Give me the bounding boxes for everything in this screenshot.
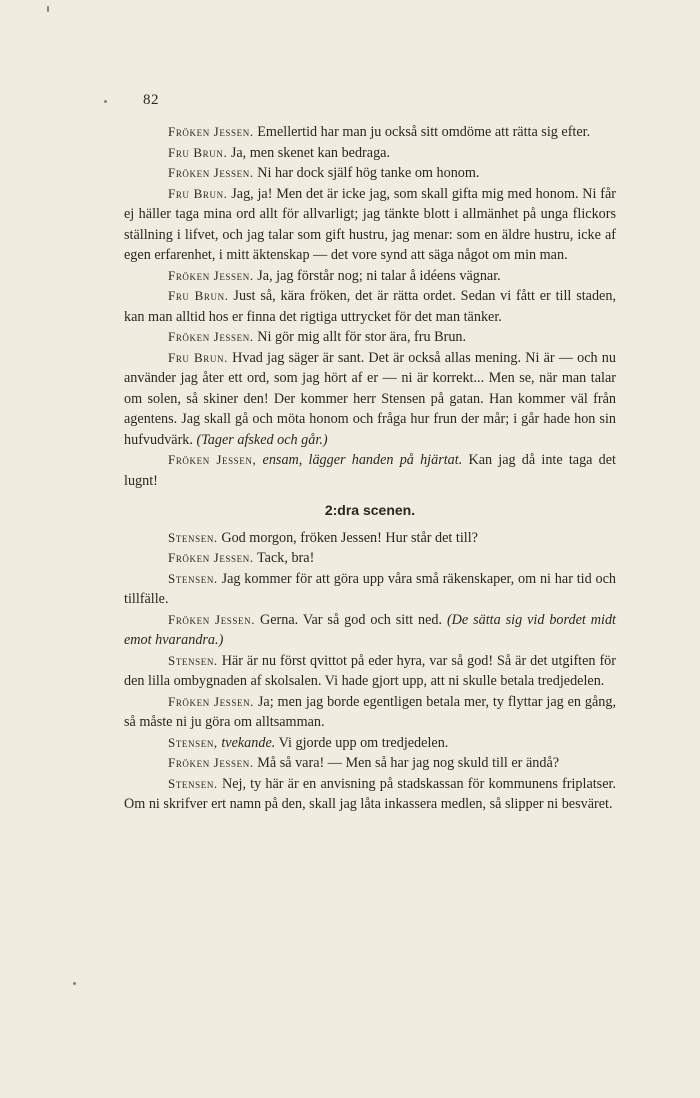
dialogue-paragraph	[124, 184, 616, 266]
play-text	[124, 122, 616, 815]
speck-mark	[73, 982, 76, 985]
stage-direction: (De sätta sig vid bordet midt emot hvarandra.)	[124, 611, 616, 648]
dialogue-paragraph	[124, 450, 616, 491]
dialogue-paragraph	[124, 733, 616, 754]
speaker-name: Fröken Jessen.	[168, 329, 254, 344]
speaker-name: Stensen.	[168, 570, 218, 586]
speaker-name: Fröken Jessen.	[168, 755, 254, 770]
dialogue-line: Må så vara! — Men så har jag nog skuld till er ändå?	[253, 755, 560, 771]
dialogue-line: Ja; men jag borde egentligen betala mer, ty flyttar jag en gång, så måste ni ju göra om alltsamman.	[124, 693, 616, 730]
speaker-name: Fröken Jessen.	[168, 165, 254, 180]
scene-heading: 2:dra scenen.	[324, 502, 416, 518]
dialogue-paragraph	[124, 348, 616, 451]
scene-two-dialogue	[124, 528, 616, 815]
speaker-name: Stensen.	[168, 775, 218, 791]
dialogue-paragraph	[124, 327, 616, 348]
stage-direction: (Tager afsked och går.)	[196, 431, 328, 448]
speaker-name: Fröken Jessen.	[168, 124, 254, 139]
dialogue-line: Gerna. Var så god och sitt ned.	[255, 611, 447, 628]
dialogue-paragraph	[124, 163, 616, 184]
speck-mark	[104, 100, 107, 103]
speaker-name: Stensen,	[168, 734, 218, 750]
dialogue-paragraph	[124, 610, 616, 651]
speaker-name: Fröken Jessen.	[168, 550, 254, 565]
dialogue-line: Jag kommer för att göra upp våra små räkenskaper, om ni har tid och tillfälle.	[124, 570, 616, 607]
speaker-stage-direction: tvekande.	[217, 734, 276, 751]
dialogue-line: Emellertid har man ju också sitt omdöme att rätta sig efter.	[253, 124, 591, 140]
dialogue-line: Ja, jag förstår nog; ni talar å idéens vägnar.	[253, 267, 501, 284]
speaker-name: Fröken Jessen,	[168, 452, 257, 467]
dialogue-paragraph	[124, 528, 616, 549]
dialogue-line: God morgon, fröken Jessen! Hur står det till?	[217, 529, 478, 546]
dialogue-paragraph	[124, 692, 616, 733]
dialogue-line: Vi gjorde upp om tredjedelen.	[275, 734, 449, 751]
dialogue-paragraph	[124, 266, 616, 287]
dialogue-line: Just så, kära fröken, det är rätta ordet. Sedan vi fått er till staden, kan man alltid hos er finna det rigtiga uttrycket för det man tänker.	[124, 288, 616, 325]
dialogue-line: Ni har dock själf hög tanke om honom.	[253, 165, 480, 181]
dialogue-paragraph	[124, 569, 616, 610]
dialogue-paragraph	[124, 753, 616, 774]
speaker-name: Fru Brun.	[168, 185, 228, 201]
dialogue-line: Tack, bra!	[253, 550, 315, 566]
dialogue-line: Hvad jag säger är sant. Det är också allas mening. Ni är — och nu använder jag åter ett ord, som jag hört af er — ni är korrekt... Men se, när man talar om solen, så skiner den! Der kommer herr Stensen på gatan. Han kommer väl från agentens. Jag skall gå och möta honom och fråga hur frun der mår; i går hade hon sin hufvudvärk.	[124, 349, 616, 448]
speaker-name: Fru Brun.	[168, 288, 229, 303]
dialogue-paragraph	[124, 122, 616, 143]
dialogue-line: Jag, ja! Men det är icke jag, som skall gifta mig med honom. Ni får ej häller taga mina ord allt för allvarligt; jag tänkte blott i allmänhet på unga flickors ställning i lifvet, och jag talar som gift hustru, jag menar: som en äldre hustru, icke af egen erfarenhet, i mitt äktenskap — det vore synd att säga något om min man.	[124, 185, 616, 263]
speaker-name: Fru Brun.	[168, 349, 228, 365]
dialogue-line: Kan jag då inte taga det lugnt!	[124, 452, 616, 489]
dialogue-line: Ni gör mig allt för stor ära, fru Brun.	[253, 329, 467, 345]
speaker-name: Fröken Jessen.	[168, 693, 255, 709]
dialogue-paragraph	[124, 548, 616, 569]
scene-one-dialogue	[124, 122, 616, 491]
speaker-name: Fröken Jessen.	[168, 267, 254, 283]
speaker-name: Stensen.	[168, 652, 218, 668]
page-number: 82	[143, 92, 159, 108]
speaker-name: Fru Brun.	[168, 144, 228, 160]
dialogue-paragraph	[124, 143, 616, 164]
speck-mark	[47, 6, 49, 12]
speaker-name: Stensen.	[168, 529, 218, 545]
dialogue-paragraph	[124, 774, 616, 815]
speaker-stage-direction: ensam, lägger handen på hjärtat.	[256, 452, 463, 468]
dialogue-line: Nej, ty här är en anvisning på stadskassan för kommunens friplatser. Om ni skrifver ert namn på den, skall jag låta inkassera medlen, så slipper ni besväret.	[124, 775, 616, 812]
speaker-name: Fröken Jessen.	[168, 611, 256, 627]
dialogue-paragraph	[124, 286, 616, 327]
dialogue-line: Här är nu först qvittot på eder hyra, var så god! Så är det utgiften för den lilla ombygnaden af skolsalen. Vi hade gjort upp, att ni skulle betala tredjedelen.	[124, 652, 616, 689]
dialogue-line: Ja, men skenet kan bedraga.	[227, 144, 391, 161]
dialogue-paragraph	[124, 651, 616, 692]
